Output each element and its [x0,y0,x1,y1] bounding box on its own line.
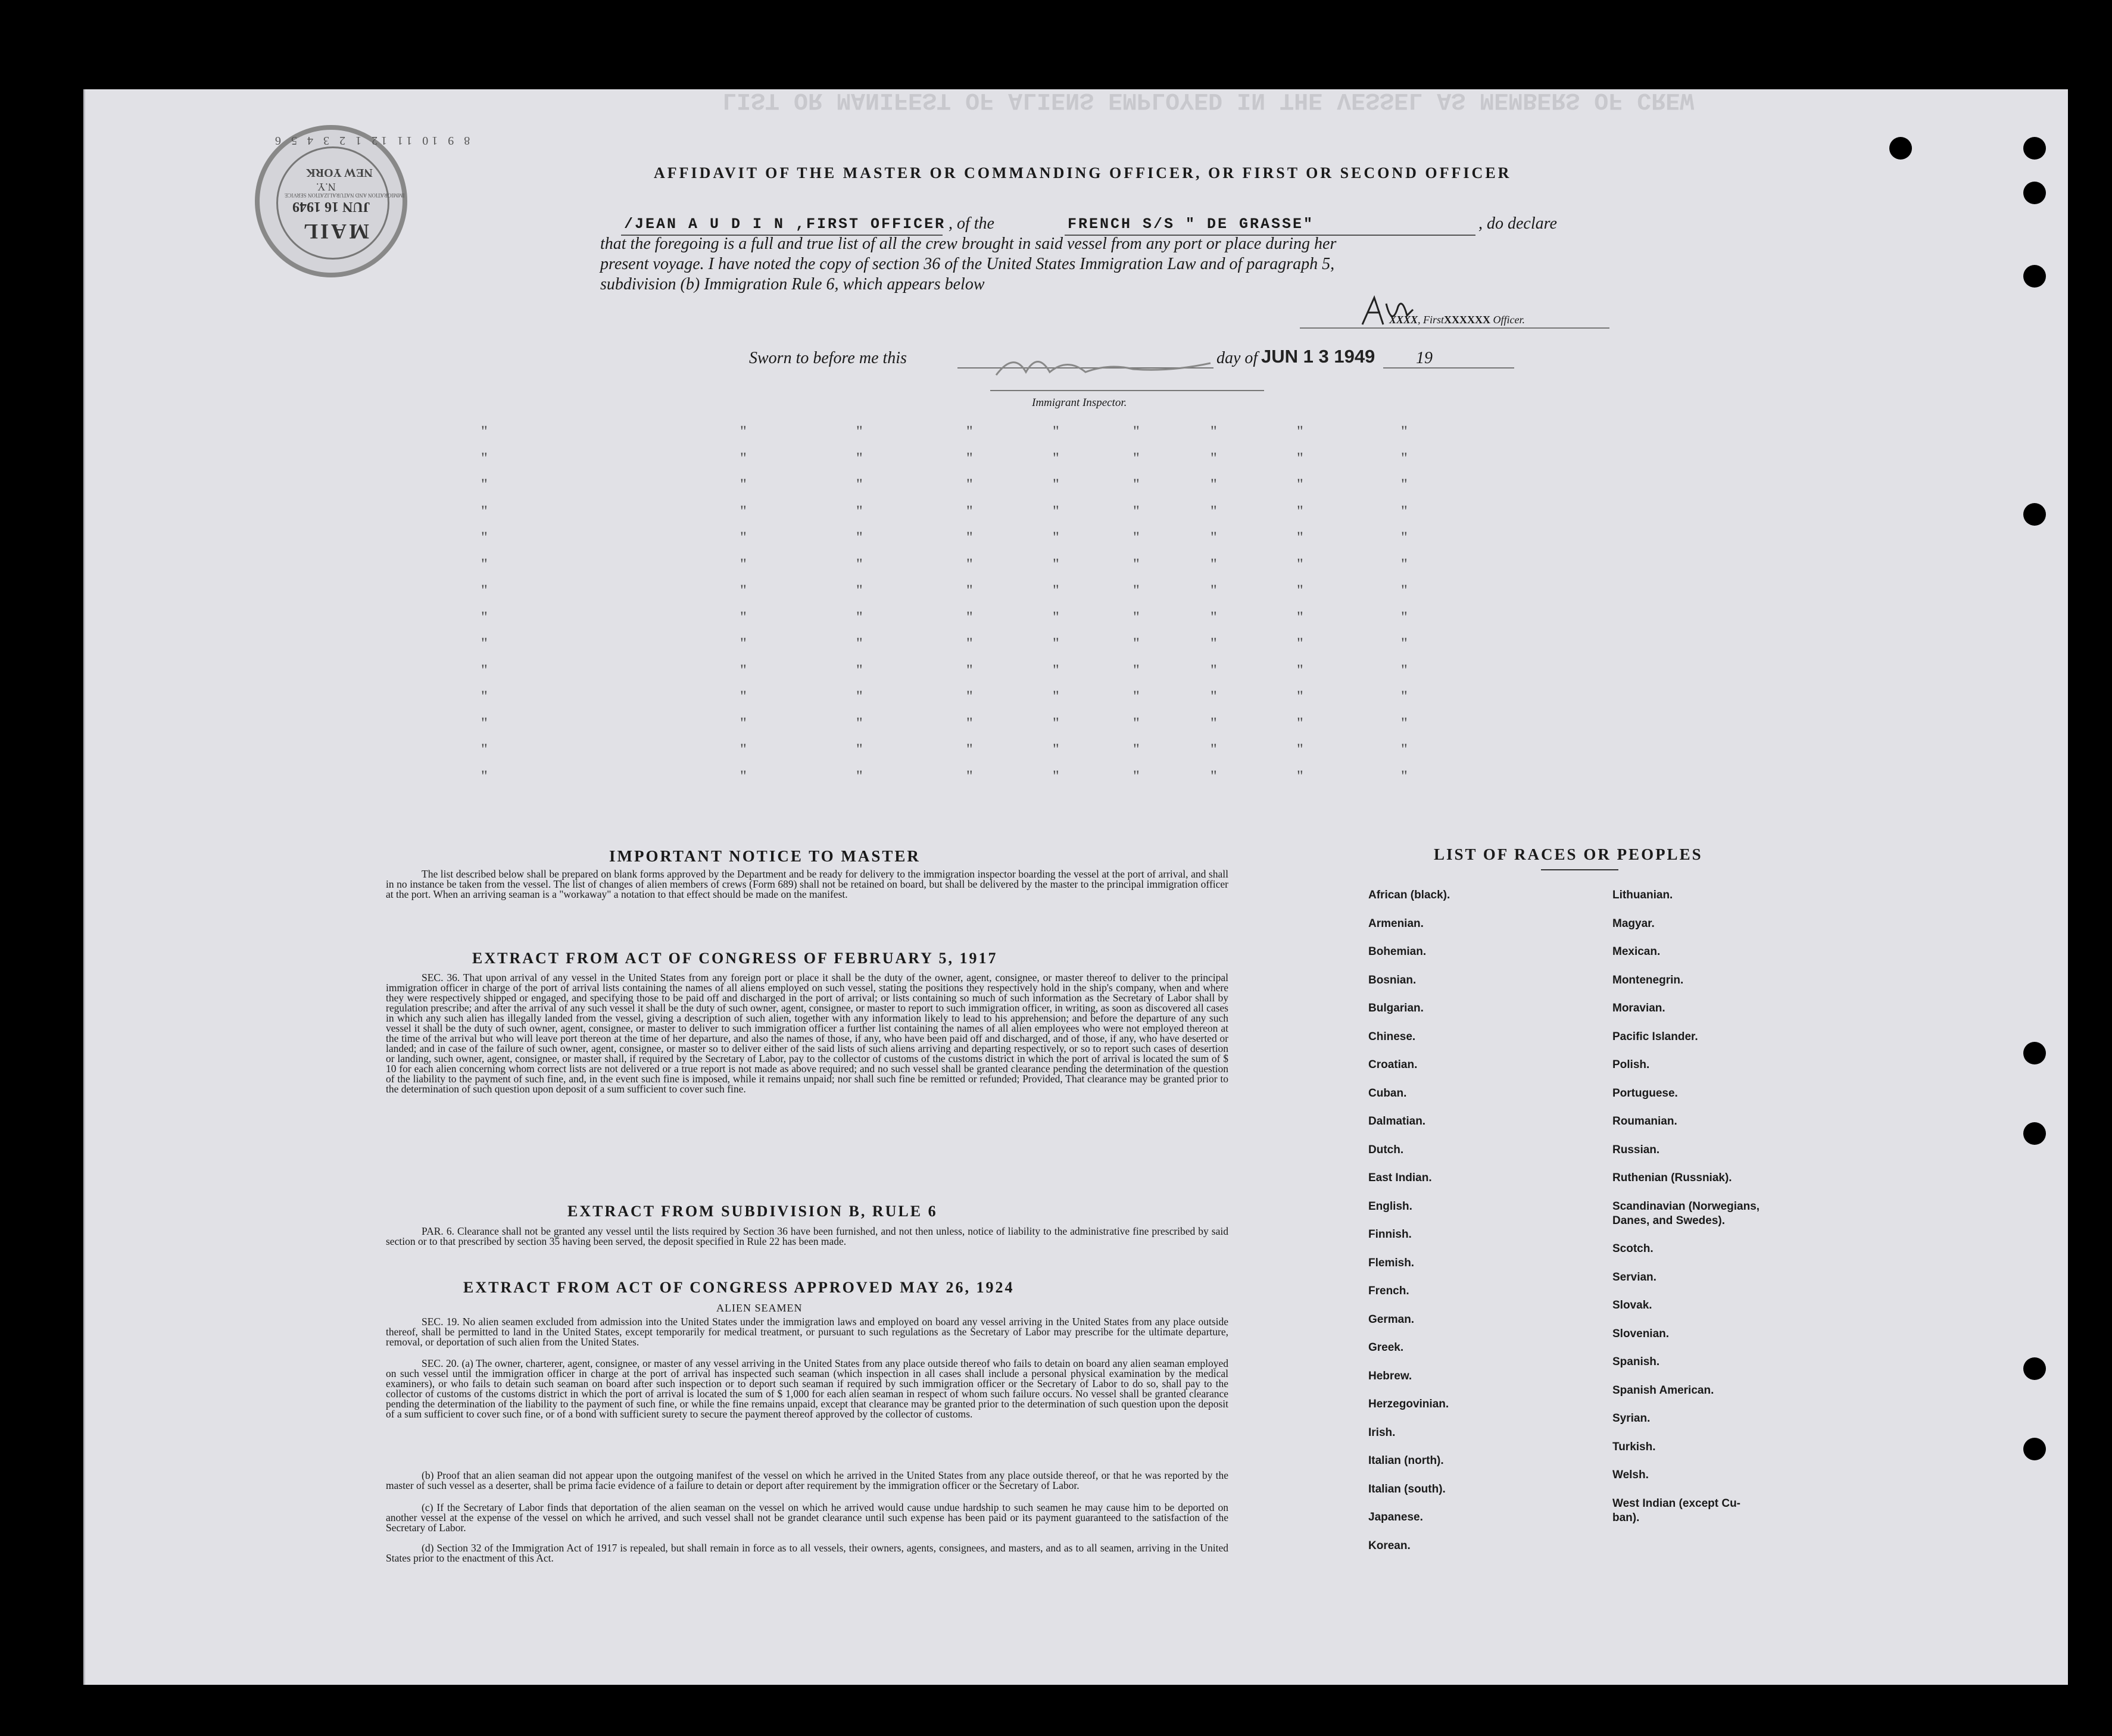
ditto-mark: " [740,476,747,493]
race-item: Roumanian. [1612,1115,1677,1128]
ditto-mark: " [1297,555,1303,573]
document-page [83,86,2068,1685]
ditto-mark: " [1297,529,1303,546]
punch-hole [2023,1357,2046,1380]
ditto-mark: " [1133,555,1140,573]
ditto-mark: " [1211,767,1217,785]
immigration-mail-stamp [255,125,470,277]
race-item: Korean. [1368,1539,1411,1552]
ditto-mark: " [1053,502,1059,520]
stamp-city: NEW YORK [306,166,373,179]
ditto-mark: " [1401,449,1408,467]
punch-hole [2023,265,2046,288]
ditto-mark: " [740,529,747,546]
ditto-mark: " [1401,423,1408,440]
race-item: Slovak. [1612,1299,1652,1312]
ditto-mark: " [1211,423,1217,440]
affidavit-title: AFFIDAVIT OF THE MASTER OR COMMANDING OFFICER, OR FIRST OR SECOND OFFICER [654,164,1512,182]
ditto-mark: " [740,714,747,732]
ditto-mark: " [1133,635,1140,652]
vessel-typed: FRENCH S/S " DE GRASSE" [1068,216,1315,233]
ditto-mark: " [1133,582,1140,599]
notice-text: The list described below shall be prepared on blank forms approved by the Department and be ready for delivery to the immigration inspector boarding the vessel at the port of arrival, and shall in no instance be taken from the vessel. The list of changes of alien members of crews (Form 689) shall not be retained on board, but shall be delivered by the master to the principal immigration officer at the port. When an arriving seaman is a "workaway" a notation to that effect should be made on the manifest. [386,868,1228,900]
ditto-mark: " [740,661,747,679]
officer-first-label: , First [1418,314,1445,326]
officer-label: Officer. [1490,314,1525,326]
act1924-subtitle: ALIEN SEAMEN [716,1302,803,1314]
stamp-date: JUN 16 1949 [292,199,370,214]
rule6-text: PAR. 6. Clearance shall not be granted any vessel until the lists required by Section 36 have been furnished, and not then unless, notice of liability to the administrative fine prescribed by said section or to that prescribed by section 35 having been served, the deposit specified in Rule 22 has been made. [386,1225,1228,1247]
race-item: Servian. [1612,1270,1656,1284]
ditto-mark: " [1297,476,1303,493]
ditto-mark: " [481,449,488,467]
bleed-through-text: LIST OR MANIFEST OF ALIENS EMPLOYED IN THE VESSEL AS MEMBERS OF CREW [722,86,1695,113]
punch-hole [2023,1122,2046,1145]
sec20a-text: SEC. 20. (a) The owner, charterer, agent, consignee, or master of any vessel arriving in the United States from any place outside thereof who fails to detain on board any alien seaman employed on such vessel until the immigration officer in charge at the port of arrival has inspected such seaman (which inspection in all cases shall include a personal physical examination by the medical examiners), or who fails to detain such seaman on board after such inspection or to deport such seaman if required by such immigration officer or the Secretary of Labor to do so, shall pay to the collector of customs of the customs district in which the port of arrival is located the sum of $ 1,000 for each alien seaman in respect of whom such failure occurs. No vessel shall be granted clearance pending the determination of the liability to the payment of such fine, or while the fine remains unpaid, except that clearance may be granted prior to the determination of such question upon the deposit of a sum sufficient to cover such fine, or of a bond with sufficient surety to secure the payment thereof approved by the collector of customs. [386,1357,1228,1420]
ditto-mark: " [1053,476,1059,493]
ditto-mark: " [481,502,488,520]
affidavit-line-4: subdivision (b) Immigration Rule 6, which appears below [600,275,985,294]
ditto-mark: " [1133,767,1140,785]
officer-name-typed: /JEAN A U D I N ,FIRST OFFICER [624,216,946,233]
ditto-mark: " [1211,608,1217,626]
ditto-mark: " [856,688,863,705]
inspector-line [990,390,1264,391]
race-item: Syrian. [1612,1412,1651,1425]
ditto-mark: " [1297,661,1303,679]
affidavit-line-2: that the foregoing is a full and true list of all the crew brought in said vessel from any port or place during her [600,235,1337,253]
ditto-mark: " [966,529,973,546]
race-item: African (black). [1368,889,1450,901]
ditto-mark: " [1133,529,1140,546]
ditto-mark: " [856,767,863,785]
race-item: Montenegrin. [1612,973,1684,986]
races-title-rule [1541,869,1618,870]
ditto-mark: " [1211,476,1217,493]
ditto-mark: " [740,688,747,705]
ditto-mark: " [1211,688,1217,705]
year-prefix: 19 [1416,349,1433,367]
race-item: Portuguese. [1612,1086,1678,1100]
race-item: Chinese. [1368,1030,1416,1043]
ditto-mark: " [740,608,747,626]
ditto-mark: " [481,476,488,493]
ditto-mark: " [1053,688,1059,705]
ditto-mark: " [481,635,488,652]
ditto-mark: " [481,582,488,599]
sworn-label: Sworn to before me this [749,349,907,367]
do-declare-label: , do declare [1478,214,1557,233]
ditto-mark: " [481,529,488,546]
ditto-mark: " [481,423,488,440]
ditto-mark: " [1401,529,1408,546]
ditto-mark: " [1401,714,1408,732]
ditto-mark: " [966,423,973,440]
struck-text: XXXXXX [1444,314,1491,326]
ditto-mark: " [856,555,863,573]
date-stamp: JUN 1 3 1949 [1261,346,1375,367]
ditto-mark: " [1211,555,1217,573]
ditto-mark: " [1297,767,1303,785]
ditto-mark: " [1297,608,1303,626]
race-item: Dutch. [1368,1143,1404,1156]
day-of-label: day of [1216,349,1258,367]
ditto-mark: " [481,608,488,626]
sec20c-text: (c) If the Secretary of Labor finds that deportation of the alien seaman on the vessel on which he arrived would cause undue hardship to such seamen he may cause him to be deported on another vessel at the expense of the vessel on which he arrived, and such vessel shall not be grandet clearance until such expense has been paid or its payment guaranteed to the satisfaction of the Secretary of Labor. [386,1501,1228,1534]
ditto-mark: " [1211,714,1217,732]
ditto-mark: " [740,423,747,440]
race-item: Russian. [1612,1143,1660,1156]
ditto-mark: " [1053,449,1059,467]
stamp-state: N.Y. [316,181,336,193]
ditto-mark: " [1133,688,1140,705]
race-item: Dalmatian. [1368,1115,1426,1128]
rule6-title: EXTRACT FROM SUBDIVISION B, RULE 6 [567,1203,938,1220]
race-item: Armenian. [1368,917,1424,930]
race-item: Japanese. [1368,1511,1423,1523]
inspector-label: Immigrant Inspector. [1032,396,1127,409]
ditto-mark: " [1133,449,1140,467]
race-item: Welsh. [1612,1469,1649,1481]
ditto-mark: " [966,555,973,573]
race-item: Bulgarian. [1368,1002,1424,1014]
race-item: Turkish. [1612,1440,1656,1453]
ditto-mark: " [1211,582,1217,599]
race-item: Italian (north). [1368,1454,1444,1467]
race-item: Bosnian. [1368,973,1417,986]
race-item: Cuban. [1368,1086,1407,1100]
ditto-mark: " [1053,714,1059,732]
ditto-mark: " [856,608,863,626]
ditto-mark: " [856,714,863,732]
of-the-label: , of the [949,214,994,233]
ditto-mark: " [966,635,973,652]
notice-title: IMPORTANT NOTICE TO MASTER [609,847,921,865]
ditto-mark: " [856,635,863,652]
ditto-mark: " [856,741,863,758]
race-item: Herzegovinian. [1368,1398,1449,1410]
stamp-mail-label: MAIL [301,220,369,243]
ditto-mark: " [966,582,973,599]
ditto-mark: " [1053,555,1059,573]
ditto-mark: " [1297,423,1303,440]
ditto-mark: " [740,635,747,652]
affidavit-line-3: present voyage. I have noted the copy of section 36 of the United States Immigration Law and of paragraph 5, [600,255,1335,273]
ditto-mark: " [1053,608,1059,626]
struck-text: XXXX [1389,314,1418,326]
ditto-mark: " [1053,661,1059,679]
ditto-mark: " [1297,635,1303,652]
ditto-mark: " [1133,502,1140,520]
race-item: English. [1368,1200,1412,1213]
ditto-mark: " [1053,767,1059,785]
race-item: ban). [1612,1511,1640,1524]
ditto-mark: " [966,661,973,679]
ditto-mark: " [966,476,973,493]
ditto-mark: " [1401,767,1408,785]
ditto-mark: " [740,741,747,758]
race-item: Bohemian. [1368,945,1427,958]
ditto-mark: " [1211,661,1217,679]
officer-title-line [1389,314,1525,326]
ditto-mark: " [740,449,747,467]
race-item: Scotch. [1612,1242,1654,1255]
punch-hole [2023,182,2046,204]
ditto-mark: " [1211,502,1217,520]
race-item: Spanish. [1612,1356,1660,1368]
sec19-text: SEC. 19. No alien seamen excluded from admission into the United States under the immigration laws and employed on board any vessel arriving in the United States from any place outside thereof, shall be permitted to land in the United States, except temporarily for medical treatment, or pursuant to such regulations as the Secretary of Labor may prescribe for the ultimate departure, removal, or deportation of such alien from the United States. [386,1316,1228,1348]
ditto-mark: " [1297,502,1303,520]
ditto-mark: " [856,476,863,493]
ditto-mark: " [856,529,863,546]
ditto-mark: " [481,767,488,785]
sec20d-text: (d) Section 32 of the Immigration Act of 1917 is repealed, but shall remain in force as to all vessels, their owners, agents, consignees, and masters, and as to all seamen, arriving in the United States prior to the enactment of this Act. [386,1542,1228,1564]
ditto-mark: " [481,555,488,573]
inspector-signature [990,345,1216,387]
ditto-mark: " [1401,661,1408,679]
date-line [1383,367,1514,369]
ditto-mark: " [1297,582,1303,599]
race-item: Italian (south). [1368,1482,1446,1495]
race-item: Scandinavian (Norwegians, [1612,1200,1760,1213]
ditto-mark: " [966,608,973,626]
race-item: Irish. [1368,1426,1396,1439]
ditto-mark: " [1053,582,1059,599]
ditto-mark: " [1297,741,1303,758]
ditto-mark: " [1053,741,1059,758]
ditto-mark: " [1211,449,1217,467]
race-item: Danes, and Swedes). [1612,1214,1726,1227]
ditto-mark: " [481,714,488,732]
punch-hole [2023,137,2046,160]
races-title: LIST OF RACES OR PEOPLES [1434,845,1703,863]
race-item: Finnish. [1368,1228,1412,1241]
race-item: German. [1368,1313,1415,1326]
ditto-mark: " [966,449,973,467]
ditto-mark: " [1053,423,1059,440]
ditto-mark: " [740,767,747,785]
punch-hole [2023,1438,2046,1460]
stamp-service: IMMIGRATION AND NATURALIZATION SERVICE [285,192,405,198]
ditto-mark: " [966,741,973,758]
stamp-ring-numbers: 8 9 10 11 12 1 2 3 4 5 6 [272,134,470,147]
race-item: Moravian. [1612,1002,1665,1014]
punch-hole [2023,503,2046,526]
race-item: West Indian (except Cu- [1612,1497,1741,1510]
ditto-mark: " [856,582,863,599]
race-item: Flemish. [1368,1256,1415,1269]
race-item: Greek. [1368,1341,1404,1354]
ditto-mark: " [966,502,973,520]
ditto-mark: " [1133,423,1140,440]
punch-hole [1889,137,1912,160]
ditto-mark: " [1133,476,1140,493]
ditto-mark: " [966,767,973,785]
act1924-title: EXTRACT FROM ACT OF CONGRESS APPROVED MAY 26, 1924 [463,1279,1015,1296]
ditto-mark: " [1133,714,1140,732]
race-item: Lithuanian. [1612,889,1673,901]
ditto-mark: " [966,688,973,705]
race-item: Polish. [1612,1059,1650,1071]
ditto-mark: " [1297,714,1303,732]
ditto-mark: " [1133,741,1140,758]
sec20b-text: (b) Proof that an alien seaman did not appear upon the outgoing manifest of the vessel on which he arrived in the United States from any place outside thereof, or that he was reported by the master of such vessel as a deserter, shall be prima facie evidence of a failure to detain or deport after requirement by the immigration officer or the Secretary of Labor. [386,1469,1228,1491]
ditto-mark: " [481,661,488,679]
race-item: French. [1368,1285,1409,1297]
ditto-mark: " [1211,635,1217,652]
race-item: Hebrew. [1368,1369,1412,1382]
signature-line [1300,327,1609,329]
act1917-title: EXTRACT FROM ACT OF CONGRESS OF FEBRUARY 5, 1917 [472,950,998,967]
ditto-mark: " [740,582,747,599]
ditto-mark: " [1053,529,1059,546]
ditto-mark: " [856,423,863,440]
race-item: Mexican. [1612,945,1661,958]
ditto-mark: " [1211,741,1217,758]
ditto-mark: " [1401,741,1408,758]
ditto-mark: " [1053,635,1059,652]
ditto-mark: " [1133,661,1140,679]
race-item: Spanish American. [1612,1384,1714,1397]
act1917-text: SEC. 36. That upon arrival of any vessel in the United States from any foreign port or place it shall be the duty of the owner, agent, consignee, or master thereof to deliver to the principal immigration officer in charge of the port of arrival lists containing the names of all aliens employed on such vessel, stating the positions they respectively hold in the ship's company, when and where they were respectively shipped or engaged, and specifying those to be paid off and discharged in the port of arrival; or lists containing so much of such information as the Secretary of Labor shall by regulation prescribe; and after the arrival of any such vessel it shall be the duty of such owner, agent, consignee, or master to report to such immigration officer, in writing, as soon as discovered all cases in which any such alien has illegally landed from the vessel, giving a description of such alien, together with any information likely to lead to his apprehension; and before the departure of any such vessel it shall be the duty of such owner, agent, consignee, or master to deliver to such immigration officer a further list containing the names of all alien employees who were not employed thereon at the time of the arrival but who will leave port thereon at the time of her departure, and also the names of those, if any, who have been paid off and discharged, and of those, if any, who have deserted or landed; and in case of the failure of such owner, agent, consignee, or master so to deliver either of the said lists of such aliens arriving and departing respectively, or so to report such cases of desertion or landing, such owner, agent, consignee, or master shall, if required by the Secretary of Labor, pay to the collector of customs of the customs district in which the port of arrival is located the sum of $ 10 for each alien concerning whom correct lists are not delivered or a true report is not made as above required; and no such vessel shall be granted clearance pending the determination of the question of the liability to the payment of such fine, and, in the event such fine is imposed, while it remains unpaid; nor shall such fine be remitted or refunded; Provided, That clearance may be granted prior to the determination of such question upon deposit of a sum sufficient to cover such fine. [386,972,1228,1095]
ditto-mark: " [856,449,863,467]
race-item: East Indian. [1368,1172,1432,1184]
ditto-mark: " [1401,608,1408,626]
ditto-mark: " [481,688,488,705]
race-item: Pacific Islander. [1612,1030,1698,1043]
race-item: Magyar. [1612,917,1655,930]
ditto-mark: " [1401,688,1408,705]
ditto-mark: " [1297,688,1303,705]
race-item: Croatian. [1368,1059,1418,1071]
ditto-mark: " [1401,555,1408,573]
ditto-mark: " [1133,608,1140,626]
ditto-mark: " [1401,635,1408,652]
ditto-mark: " [966,714,973,732]
ditto-mark: " [1297,449,1303,467]
ditto-mark: " [481,741,488,758]
ditto-mark: " [856,502,863,520]
ditto-mark: " [1401,476,1408,493]
ditto-mark: " [1211,529,1217,546]
ditto-mark: " [740,555,747,573]
ditto-mark: " [856,661,863,679]
race-item: Ruthenian (Russniak). [1612,1172,1732,1184]
race-item: Slovenian. [1612,1327,1670,1340]
ditto-mark: " [1401,502,1408,520]
punch-hole [2023,1042,2046,1064]
ditto-mark: " [740,502,747,520]
ditto-mark: " [1401,582,1408,599]
